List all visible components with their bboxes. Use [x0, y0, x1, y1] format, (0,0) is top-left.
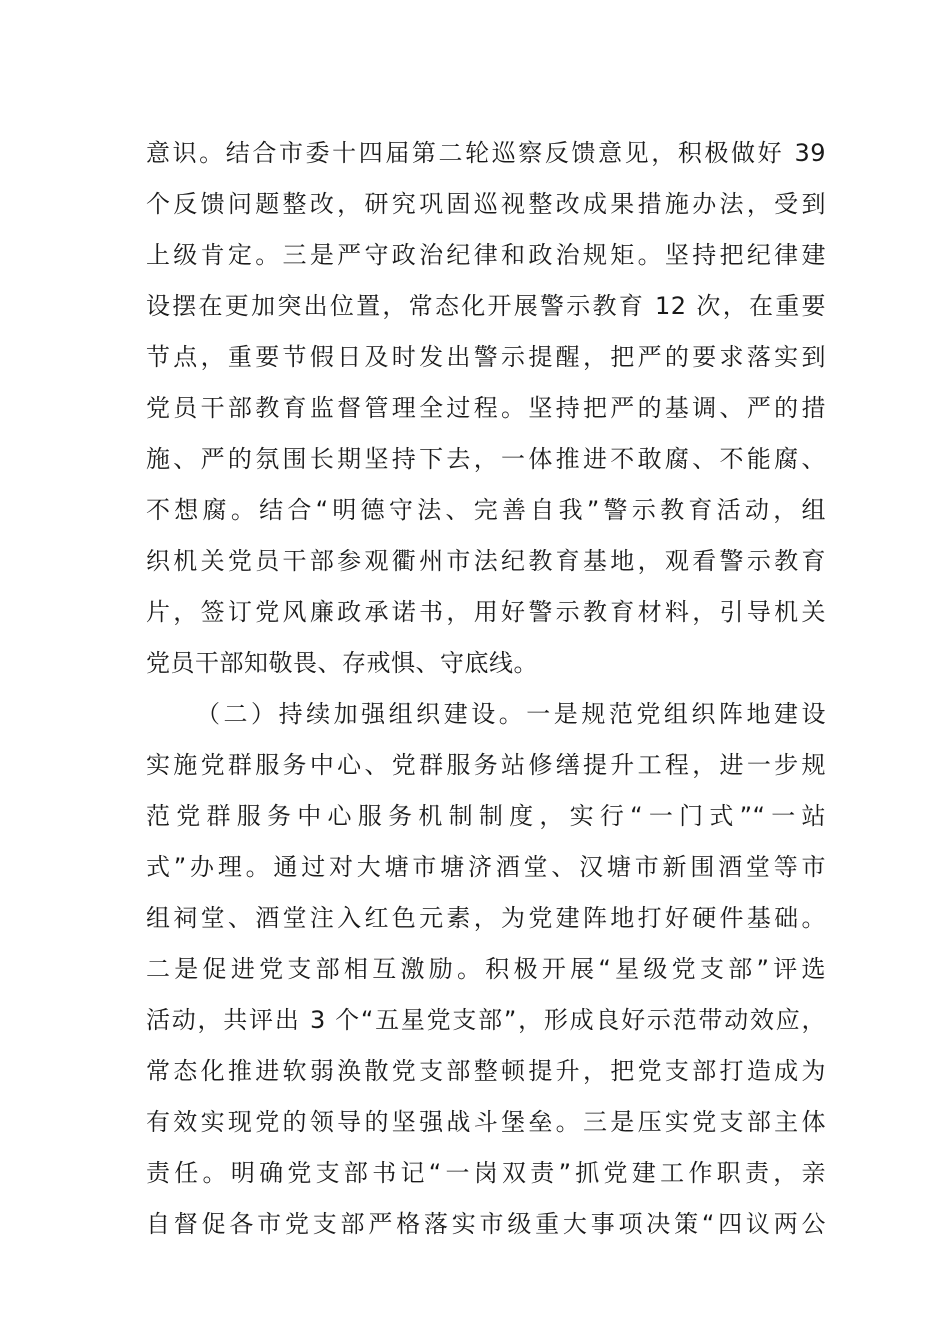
- text-line: 个反馈问题整改，研究巩固巡视整改成果措施办法，受到: [146, 190, 826, 218]
- text-line: 节点，重要节假日及时发出警示提醒，把严的要求落实到: [146, 343, 826, 371]
- text-line: 自督促各市党支部严格落实市级重大事项决策“四议两公: [146, 1210, 826, 1238]
- body-text: [146, 128, 826, 1250]
- text-line: 不想腐。结合“明德守法、完善自我”警示教育活动，组: [146, 496, 826, 524]
- text-line: 式”办理。通过对大塘市塘济酒堂、汉塘市新围酒堂等市: [146, 853, 826, 881]
- text-line: 党员干部教育监督管理全过程。坚持把严的基调、严的措: [146, 394, 826, 422]
- text-line: 实施党群服务中心、党群服务站修缮提升工程，进一步规: [146, 751, 826, 779]
- text-line: 有效实现党的领导的坚强战斗堡垒。三是压实党支部主体: [146, 1108, 826, 1136]
- text-line: 意识。结合市委十四届第二轮巡察反馈意见，积极做好 39: [146, 139, 826, 167]
- text-line: 责任。明确党支部书记“一岗双责”抓党建工作职责，亲: [146, 1159, 826, 1187]
- text-line: 施、严的氛围长期坚持下去，一体推进不敢腐、不能腐、: [146, 445, 826, 473]
- text-line: 党员干部知敬畏、存戒惧、守底线。: [146, 649, 538, 677]
- text-line: 片，签订党风廉政承诺书，用好警示教育材料，引导机关: [146, 598, 826, 626]
- text-line: 设摆在更加突出位置，常态化开展警示教育 12 次，在重要: [146, 292, 826, 320]
- paragraph-2: [146, 689, 826, 1250]
- text-line: 活动，共评出 3 个“五星党支部”，形成良好示范带动效应，: [146, 1006, 826, 1034]
- text-line: 组祠堂、酒堂注入红色元素，为党建阵地打好硬件基础。: [146, 904, 826, 932]
- text-line: 二是促进党支部相互激励。积极开展“星级党支部”评选: [146, 955, 826, 983]
- paragraph-1: [146, 128, 826, 689]
- text-line: 织机关党员干部参观衢州市法纪教育基地，观看警示教育: [146, 547, 826, 575]
- text-line: 上级肯定。三是严守政治纪律和政治规矩。坚持把纪律建: [146, 241, 826, 269]
- text-line: 范党群服务中心服务机制制度，实行“一门式”“一站: [146, 802, 826, 830]
- text-line: 常态化推进软弱涣散党支部整顿提升，把党支部打造成为: [146, 1057, 826, 1085]
- text-line: （二）持续加强组织建设。一是规范党组织阵地建设: [196, 700, 826, 728]
